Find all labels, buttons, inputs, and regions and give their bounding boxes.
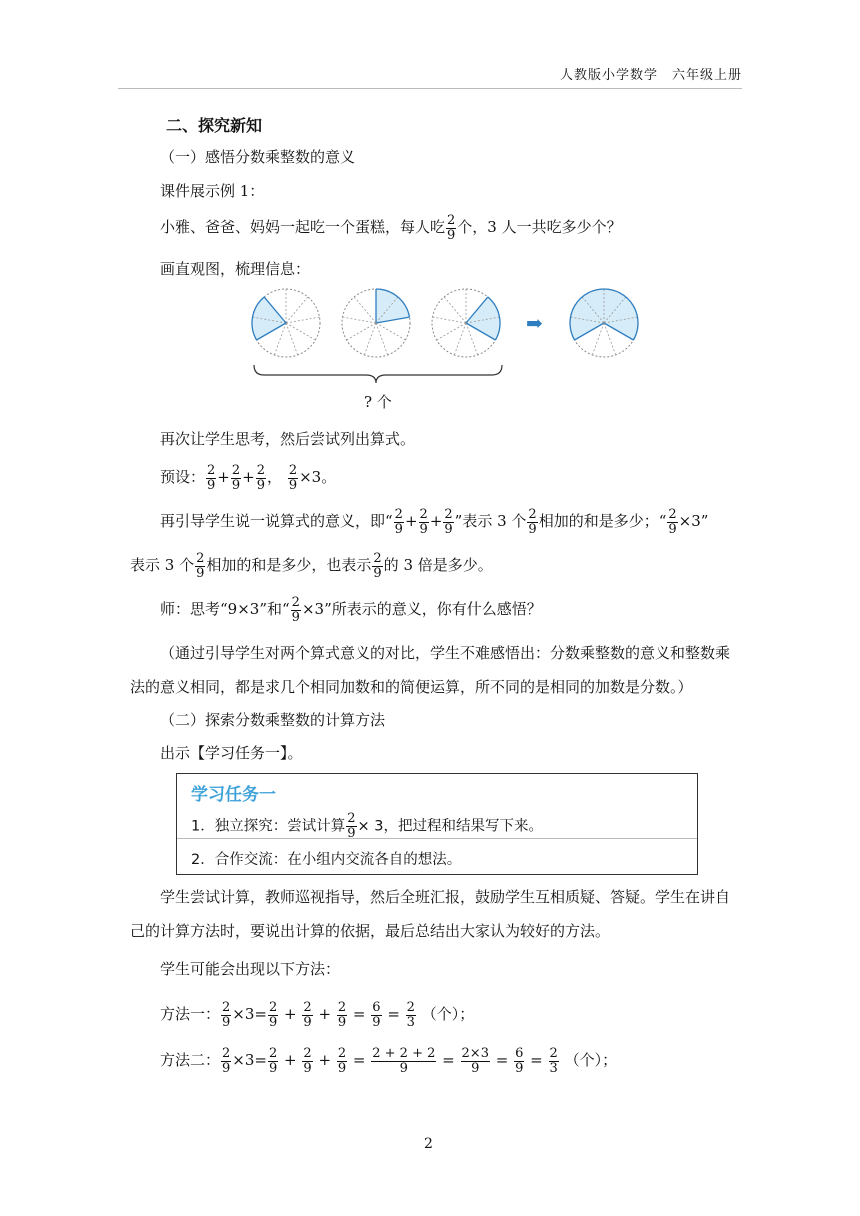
explain-line-2: 表示 3 个 $\frac{2}{9}$ 相加的和是多少，也表示 $\frac{2}{9}$ 的 3 倍是多少。 (130, 550, 493, 581)
pie-radius (286, 297, 308, 323)
pie-radius (437, 323, 466, 340)
page-number: 2 (424, 1136, 433, 1152)
pie-radius (454, 323, 466, 355)
explain-line-1: 再引导学生说一说算式的意义，即“ $\frac{2}{9}$ + $\frac{2}{9}$ + $\frac{2}{9}$ ”表示 3 个 $\frac{2}{9}$ 相加的和是多少；“ $\frac{2}{9}$ ×3” (160, 506, 709, 537)
pie-radius (376, 323, 405, 340)
show-task: 出示【学习任务一】。 (160, 744, 303, 762)
teacher-line: 师：思考“9×3”和“ $\frac{2}{9}$ ×3”所表示的意义，你有什么感悟？ (160, 594, 542, 625)
preset-line: 预设： $\frac{2}{9}$ + $\frac{2}{9}$ + $\frac{2}{9}$ ， $\frac{2}{9}$ ×3。 (160, 462, 337, 493)
subsection-title-1: （一）感悟分数乘整数的意义 (160, 148, 356, 166)
pie-radius (444, 297, 466, 323)
pie-2 (342, 289, 410, 357)
example-intro: 课件展示例 1： (160, 182, 265, 200)
brace-label: ? 个 (364, 393, 392, 411)
task-title: 学习任务一 (191, 785, 276, 805)
may-appear-line: 学生可能会出现以下方法： (160, 960, 341, 978)
pie-radius (343, 317, 376, 323)
pie-diagram (240, 285, 660, 415)
pie-radius (354, 297, 376, 323)
pie-radius (347, 323, 376, 340)
pie-radius (433, 317, 466, 323)
pie-1 (252, 289, 320, 357)
note-paragraph: （通过引导学生对两个算式意义的对比，学生不难感悟出：分数乘整数的意义和整数乘法的意义相同，都是求几个相同加数和的简便运算，所不同的是相同的加数是分数。） (130, 644, 731, 696)
section-title: 二、探究新知 (166, 116, 263, 135)
pie-4 (570, 289, 638, 357)
pie-radius (376, 323, 388, 355)
pie-radius (364, 323, 376, 355)
task-box (176, 773, 698, 875)
problem-text-b: 个，3 人一共吃多少个？ (457, 218, 622, 236)
think-line: 再次让学生思考，然后尝试列出算式。 (160, 430, 416, 448)
header-rule (118, 88, 742, 89)
subsection-title-2: （二）探索分数乘整数的计算方法 (160, 711, 386, 729)
brace (254, 365, 502, 383)
task-item-2: 2．合作交流：在小组内交流各自的想法。 (191, 852, 462, 868)
students-try-paragraph: 学生尝试计算，教师巡视指导，然后全班汇报，鼓励学生互相质疑、答疑。学生在讲自己的计算方法时，要说出计算的依据，最后总结出大家认为较好的方法。 (130, 888, 731, 940)
task-item-1: 1．独立探究：尝试计算 $\frac{2}{9}$ × 3，把过程和结果写下来。 (191, 811, 543, 841)
problem-text-a: 小雅、爸爸、妈妈一起吃一个蛋糕，每人吃 (160, 218, 446, 236)
pie-radius (286, 323, 315, 340)
arrow-icon: ➡ (526, 311, 543, 335)
pie-3 (432, 289, 500, 357)
draw-intro: 画直观图，梳理信息： (160, 260, 311, 278)
pie-radius (286, 323, 298, 355)
problem-line (160, 212, 622, 242)
pie-radius (286, 317, 319, 323)
method-1: 方法一： $\frac{2}{9}$ ×3= $\frac{2}{9}$ + $\frac{2}{9}$ + $\frac{2}{9}$ = $\frac{6}{9}$ = $\frac{2}{3}$ （个）； (160, 999, 475, 1030)
task-divider (177, 838, 697, 839)
fraction: $\frac{2}{9}$ (447, 212, 456, 243)
method-2: 方法二： $\frac{2}{9}$ ×3= $\frac{2}{9}$ + $\frac{2}{9}$ + $\frac{2}{9}$ = $\frac{2 + 2 + 2}{9}$ = $\frac{2\times 3}{9}$ = $\frac{6}{9}$ = $\frac{2}{3}$ （个）； (160, 1045, 618, 1076)
page-header: 人教版小学数学 六年级上册 (559, 68, 742, 83)
